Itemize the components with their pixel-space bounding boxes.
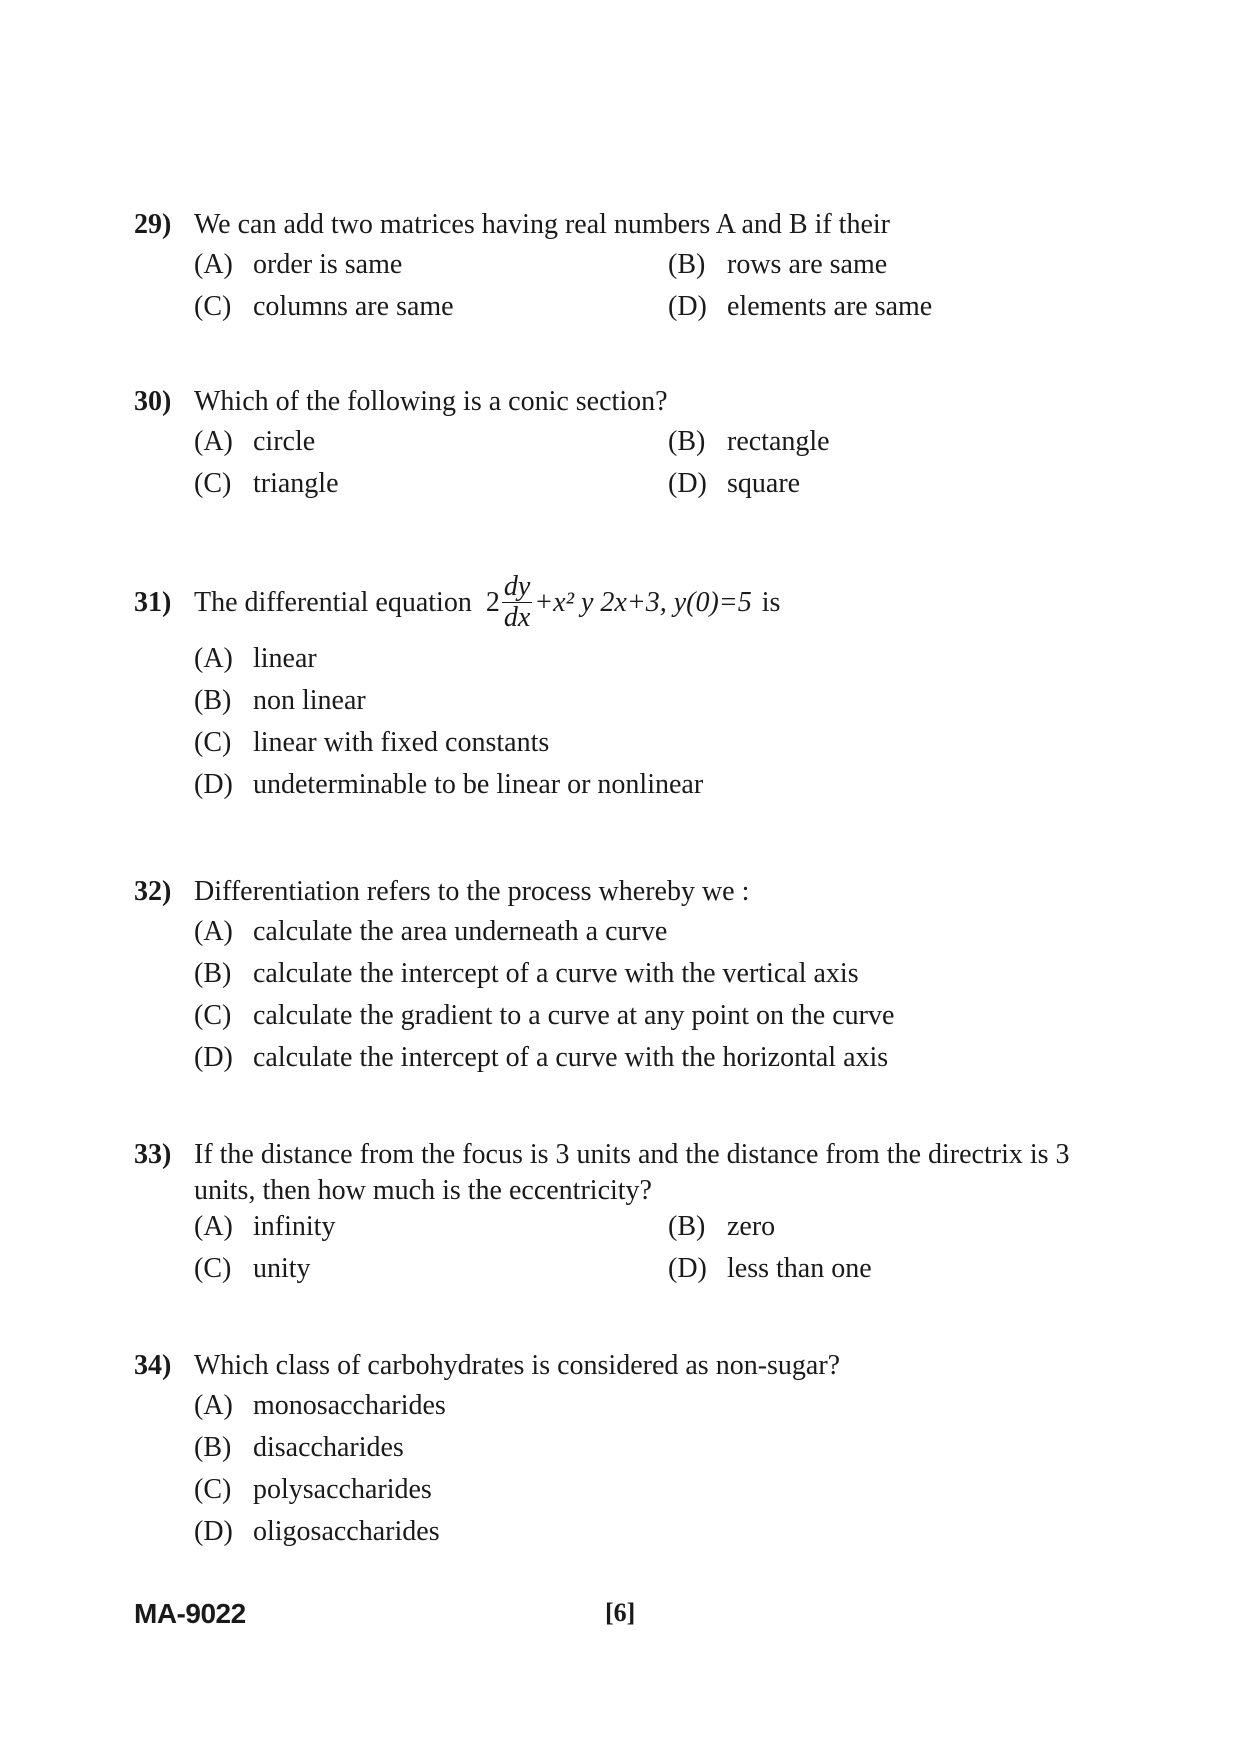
differential-equation — [486, 572, 781, 633]
question-number: 31) — [134, 586, 172, 618]
options — [194, 249, 1094, 327]
question-text: Which class of carbohydrates is considered as non-sugar? — [194, 1350, 841, 1381]
option-a[interactable] — [194, 249, 668, 285]
option-a[interactable] — [194, 916, 1094, 952]
question-number: 34) — [134, 1350, 172, 1381]
option-text: calculate the gradient to a curve at any point on the curve — [253, 1000, 895, 1031]
option-letter: (C) — [194, 1474, 232, 1505]
option-text: calculate the intercept of a curve with the horizontal axis — [253, 1042, 889, 1073]
option-b[interactable] — [194, 685, 1094, 721]
option-text: calculate the area underneath a curve — [253, 916, 668, 947]
option-text: linear — [253, 643, 317, 674]
derivative-fraction — [502, 572, 532, 633]
option-b[interactable] — [668, 1211, 1068, 1247]
option-text: less than one — [727, 1253, 872, 1284]
option-text: monosaccharides — [253, 1390, 446, 1421]
options — [194, 643, 1094, 805]
option-letter: (A) — [194, 1211, 233, 1242]
option-text: disaccharides — [253, 1432, 404, 1463]
question-text: The differential equation — [194, 586, 472, 618]
option-letter: (C) — [194, 468, 232, 499]
option-d[interactable] — [194, 1042, 1094, 1078]
option-text: zero — [727, 1211, 776, 1242]
question-33 — [134, 1137, 1094, 1289]
page-number: [6] — [605, 1598, 636, 1627]
option-c[interactable] — [194, 291, 668, 327]
option-letter: (B) — [668, 426, 706, 457]
option-text: rows are same — [727, 249, 888, 280]
option-text: calculate the intercept of a curve with the vertical axis — [253, 958, 859, 989]
options — [194, 1211, 1094, 1289]
question-text: If the distance from the focus is 3 units and the distance from the directrix is 3 units, then how much is the eccentricity? — [194, 1139, 1070, 1206]
option-text: infinity — [253, 1211, 336, 1242]
option-letter: (C) — [194, 1000, 232, 1031]
equation-coefficient: 2 — [485, 586, 500, 618]
option-a[interactable] — [194, 1211, 668, 1247]
option-letter: (B) — [668, 1211, 706, 1242]
option-b[interactable] — [194, 958, 1094, 994]
option-c[interactable] — [194, 1253, 668, 1289]
equation-suffix: is — [761, 586, 781, 618]
option-d[interactable] — [668, 1253, 1068, 1289]
question-number: 32) — [134, 876, 172, 907]
option-d[interactable] — [668, 468, 1068, 504]
option-letter: (D) — [668, 291, 707, 322]
question-34 — [134, 1348, 1094, 1552]
fraction-numerator: dy — [503, 571, 531, 602]
option-text: triangle — [253, 468, 339, 499]
option-letter: (D) — [194, 769, 233, 800]
option-a[interactable] — [194, 426, 668, 462]
option-text: order is same — [253, 249, 403, 280]
option-text: square — [727, 468, 801, 499]
option-c[interactable] — [194, 468, 668, 504]
option-text: linear with fixed constants — [253, 727, 550, 758]
option-letter: (D) — [194, 1042, 233, 1073]
option-letter: (C) — [194, 1253, 232, 1284]
option-text: circle — [253, 426, 316, 457]
paper-code: MA-9022 — [134, 1598, 246, 1629]
option-d[interactable] — [668, 291, 1068, 327]
question-number: 33) — [134, 1139, 172, 1170]
options — [194, 426, 1094, 504]
question-text: We can add two matrices having real numbers A and B if their — [194, 209, 890, 240]
question-30 — [134, 384, 1094, 504]
option-letter: (D) — [668, 468, 707, 499]
option-text: polysaccharides — [253, 1474, 432, 1505]
equation-rest: +x² y 2x+3, y(0)=5 — [534, 586, 752, 618]
option-letter: (A) — [194, 916, 233, 947]
option-d[interactable] — [194, 1516, 1094, 1552]
option-letter: (B) — [668, 249, 706, 280]
option-text: non linear — [253, 685, 366, 716]
option-text: columns are same — [253, 291, 454, 322]
option-a[interactable] — [194, 1390, 1094, 1426]
question-32 — [134, 874, 1094, 1078]
option-letter: (A) — [194, 1390, 233, 1421]
option-text: elements are same — [727, 291, 933, 322]
option-d[interactable] — [194, 769, 1094, 805]
question-text: Which of the following is a conic section? — [194, 386, 668, 417]
option-a[interactable] — [194, 643, 1094, 679]
question-29 — [134, 207, 1094, 327]
option-c[interactable] — [194, 1000, 1094, 1036]
question-number: 30) — [134, 386, 172, 417]
option-b[interactable] — [194, 1432, 1094, 1468]
option-text: oligosaccharides — [253, 1516, 440, 1547]
option-b[interactable] — [668, 426, 1068, 462]
option-letter: (A) — [194, 643, 233, 674]
option-letter: (D) — [194, 1516, 233, 1547]
option-c[interactable] — [194, 727, 1094, 763]
option-b[interactable] — [668, 249, 1068, 285]
option-letter: (D) — [668, 1253, 707, 1284]
fraction-denominator: dx — [503, 602, 531, 633]
option-letter: (B) — [194, 958, 232, 989]
question-31 — [134, 572, 1094, 805]
option-letter: (A) — [194, 249, 233, 280]
option-text: rectangle — [727, 426, 830, 457]
question-number: 29) — [134, 209, 172, 240]
option-letter: (C) — [194, 291, 232, 322]
option-letter: (B) — [194, 1432, 232, 1463]
option-letter: (C) — [194, 727, 232, 758]
options — [194, 916, 1094, 1078]
question-text: Differentiation refers to the process whereby we : — [194, 876, 750, 907]
option-letter: (A) — [194, 426, 233, 457]
option-text: unity — [253, 1253, 311, 1284]
option-text: undeterminable to be linear or nonlinear — [253, 769, 704, 800]
option-letter: (B) — [194, 685, 232, 716]
option-c[interactable] — [194, 1474, 1094, 1510]
options — [194, 1390, 1094, 1552]
